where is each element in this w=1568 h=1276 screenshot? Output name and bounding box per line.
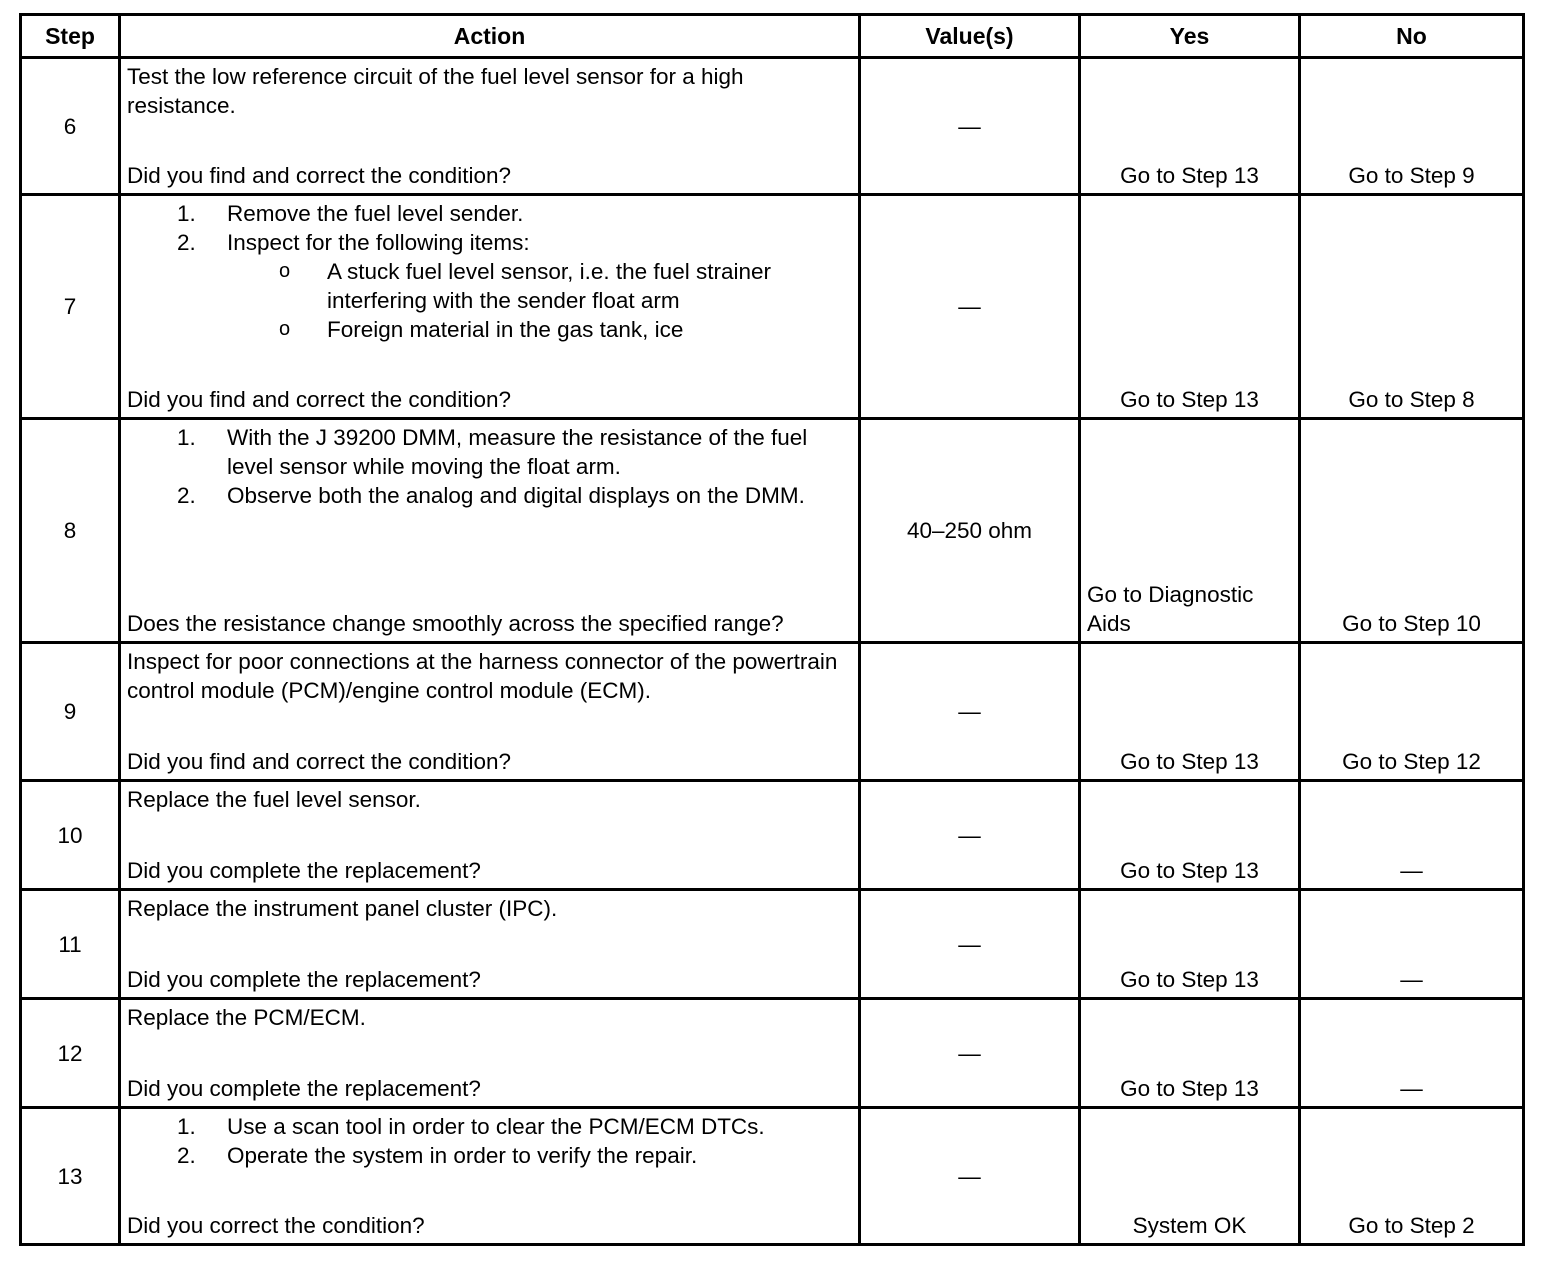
no-cell <box>1300 999 1524 1108</box>
header-yes: Yes <box>1080 15 1300 58</box>
diagnostic-table <box>19 13 1525 1246</box>
header-row <box>21 15 1524 58</box>
action-cell <box>120 419 860 643</box>
sub-list-item <box>227 315 852 344</box>
step-number: 11 <box>21 890 120 999</box>
action-cell <box>120 999 860 1108</box>
list-number: 1. <box>177 425 196 450</box>
action-question: Did you find and correct the condition? <box>127 163 511 188</box>
action-question: Did you correct the condition? <box>127 1213 425 1238</box>
yes-text: System OK <box>1132 1213 1247 1238</box>
yes-cell <box>1080 419 1300 643</box>
list-number: 1. <box>177 1114 196 1139</box>
table-row <box>21 419 1524 643</box>
action-text: Replace the fuel level sensor. <box>127 787 421 812</box>
bullet-list <box>227 257 852 344</box>
action-question: Did you find and correct the condition? <box>127 387 511 412</box>
no-text: Go to Step 12 <box>1342 749 1481 774</box>
value-cell: — <box>860 58 1080 195</box>
list-item <box>127 481 852 510</box>
sub-list-text: A stuck fuel level sensor, i.e. the fuel strainer interfering with the sender float arm <box>327 259 771 313</box>
numbered-list <box>127 1112 852 1170</box>
action-question: Did you complete the replacement? <box>127 967 481 992</box>
no-text: — <box>1400 967 1423 992</box>
action-cell <box>120 643 860 781</box>
no-cell <box>1300 419 1524 643</box>
no-cell <box>1300 781 1524 890</box>
step-number: 7 <box>21 195 120 419</box>
action-cell <box>120 1108 860 1245</box>
value-cell: 40–250 ohm <box>860 419 1080 643</box>
action-cell <box>120 890 860 999</box>
value-cell: — <box>860 643 1080 781</box>
action-cell <box>120 781 860 890</box>
list-text: Use a scan tool in order to clear the PCM/ECM DTCs. <box>227 1114 765 1139</box>
list-number: 2. <box>177 483 196 508</box>
action-text: Test the low reference circuit of the fuel level sensor for a high resistance. <box>127 64 744 118</box>
step-number: 13 <box>21 1108 120 1245</box>
list-number: 2. <box>177 230 196 255</box>
table-row <box>21 643 1524 781</box>
table-row <box>21 999 1524 1108</box>
value-cell: — <box>860 999 1080 1108</box>
bullet-icon: o <box>279 260 291 282</box>
list-number: 2. <box>177 1143 196 1168</box>
value-cell: — <box>860 890 1080 999</box>
yes-cell <box>1080 195 1300 419</box>
list-item <box>127 1141 852 1170</box>
value-cell: — <box>860 1108 1080 1245</box>
no-cell <box>1300 890 1524 999</box>
table-row <box>21 1108 1524 1245</box>
table-row <box>21 58 1524 195</box>
bullet-icon: o <box>279 318 291 340</box>
header-action: Action <box>120 15 860 58</box>
action-cell <box>120 58 860 195</box>
numbered-list <box>127 423 852 510</box>
no-text: Go to Step 9 <box>1348 163 1475 188</box>
step-number: 12 <box>21 999 120 1108</box>
value-cell: — <box>860 195 1080 419</box>
list-text: Remove the fuel level sender. <box>227 201 524 226</box>
numbered-list <box>127 199 852 344</box>
table-row <box>21 890 1524 999</box>
yes-cell <box>1080 1108 1300 1245</box>
no-text: — <box>1400 1076 1423 1101</box>
sub-list-text: Foreign material in the gas tank, ice <box>327 317 684 342</box>
action-question: Did you complete the replacement? <box>127 1076 481 1101</box>
no-text: Go to Step 2 <box>1348 1213 1475 1238</box>
yes-text: Go to Diagnostic Aids <box>1087 582 1254 636</box>
yes-text: Go to Step 13 <box>1120 967 1259 992</box>
yes-cell <box>1080 58 1300 195</box>
list-item <box>127 199 852 228</box>
yes-text: Go to Step 13 <box>1120 387 1259 412</box>
no-cell <box>1300 1108 1524 1245</box>
action-text: Inspect for poor connections at the harness connector of the powertrain control module (PCM)/engine control module (ECM). <box>127 649 838 703</box>
sub-list-item <box>227 257 852 315</box>
action-text: Replace the PCM/ECM. <box>127 1005 366 1030</box>
no-text: — <box>1400 858 1423 883</box>
value-cell: — <box>860 781 1080 890</box>
action-cell <box>120 195 860 419</box>
no-text: Go to Step 8 <box>1348 387 1475 412</box>
list-text: Observe both the analog and digital displays on the DMM. <box>227 483 805 508</box>
action-question: Did you complete the replacement? <box>127 858 481 883</box>
yes-text: Go to Step 13 <box>1120 749 1259 774</box>
header-step: Step <box>21 15 120 58</box>
step-number: 6 <box>21 58 120 195</box>
no-text: Go to Step 10 <box>1342 611 1481 636</box>
no-cell <box>1300 58 1524 195</box>
step-number: 9 <box>21 643 120 781</box>
yes-cell <box>1080 781 1300 890</box>
no-cell <box>1300 643 1524 781</box>
action-question: Did you find and correct the condition? <box>127 749 511 774</box>
action-question: Does the resistance change smoothly across the specified range? <box>127 611 784 636</box>
no-cell <box>1300 195 1524 419</box>
table-row <box>21 195 1524 419</box>
list-text: Operate the system in order to verify the repair. <box>227 1143 698 1168</box>
step-number: 10 <box>21 781 120 890</box>
action-text: Replace the instrument panel cluster (IPC). <box>127 896 558 921</box>
yes-cell <box>1080 643 1300 781</box>
yes-text: Go to Step 13 <box>1120 163 1259 188</box>
yes-text: Go to Step 13 <box>1120 1076 1259 1101</box>
yes-cell <box>1080 999 1300 1108</box>
list-item <box>127 423 852 481</box>
list-item <box>127 1112 852 1141</box>
header-values: Value(s) <box>860 15 1080 58</box>
list-item <box>127 228 852 344</box>
table-row <box>21 781 1524 890</box>
yes-text: Go to Step 13 <box>1120 858 1259 883</box>
header-no: No <box>1300 15 1524 58</box>
step-number: 8 <box>21 419 120 643</box>
list-number: 1. <box>177 201 196 226</box>
list-text: With the J 39200 DMM, measure the resistance of the fuel level sensor while moving the float arm. <box>227 425 808 479</box>
yes-cell <box>1080 890 1300 999</box>
list-text: Inspect for the following items: <box>227 230 530 255</box>
